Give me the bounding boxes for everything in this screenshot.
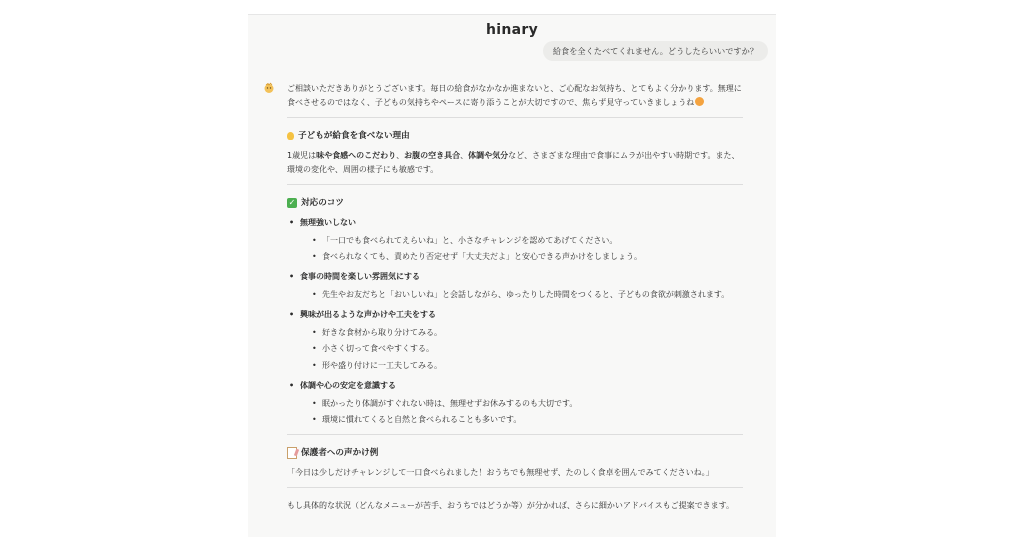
user-message-bubble: 給食を全くたべてくれません。どうしたらいいですか？ bbox=[543, 41, 768, 61]
memo-icon bbox=[287, 447, 297, 459]
list-item: • 体調や心の安定を意識する • 眠かったり体調がすぐれない時は、無理せずお休みするのも大切です。 • 環境に慣れてくると自然と食べられることも多いです。 bbox=[287, 379, 743, 427]
app-logo: hinary bbox=[485, 22, 538, 38]
list-item: • 食事の時間を楽しい雰囲気にする • 先生やお友だちと「おいしいね」と会話しながら、ゆったりした時間をつくると、子どもの食欲が刺激されます。 bbox=[287, 270, 743, 302]
smile-emoji-icon bbox=[695, 97, 704, 106]
section-heading-reasons: 子どもが給食を食べない理由 bbox=[287, 129, 743, 143]
list-item: • 「一口でも食べられてえらいね」と、小さなチャレンジを認めてあげてください。 bbox=[300, 234, 743, 248]
light-bulb-icon bbox=[287, 132, 294, 140]
check-mark-icon: ✓ bbox=[288, 198, 296, 207]
tips-list bbox=[287, 216, 743, 427]
section-heading-example: 保護者への声かけ例 bbox=[287, 446, 743, 460]
assistant-avatar-icon bbox=[263, 82, 275, 94]
list-item: • 環境に慣れてくると自然と食べられることも多いです。 bbox=[300, 413, 743, 427]
list-item: • 先生やお友だちと「おいしいね」と会話しながら、ゆったりした時間をつくると、子どもの食欲が刺激されます。 bbox=[300, 288, 743, 302]
reasons-paragraph: 1歳児は味や食感へのこだわり、お腹の空き具合、体調や気分など、さまざまな理由で食事にムラが出やすい時期です。また、環境の変化や、周囲の様子にも敏感です。 bbox=[287, 151, 740, 174]
example-paragraph: 「今日は少しだけチャレンジして一口食べられました！おうちでも無理せず、たのしく食卓を囲んでみてくださいね。」 bbox=[287, 467, 714, 477]
assistant-response bbox=[287, 82, 743, 513]
list-item: • 小さく切って食べやすくする。 bbox=[300, 342, 743, 356]
section-heading-tips: ✓ 対応のコツ bbox=[288, 198, 344, 208]
divider bbox=[287, 434, 743, 435]
list-item: • 好きな食材から取り分けてみる。 bbox=[300, 326, 743, 340]
list-item: • 形や盛り付けに一工夫してみる。 bbox=[300, 359, 743, 373]
chat-panel bbox=[248, 14, 776, 537]
list-item: • 食べられなくても、責めたり否定せず「大丈夫だよ」と安心できる声かけをしましょう。 bbox=[300, 250, 743, 264]
intro-paragraph: ご相談いただきありがとうございます。毎日の給食がなかなか進まないと、ご心配なお気持ち、とてもよく分かります。無理に食べさせるのではなく、子どもの気持ちやペースに寄り添うことが大切ですので、焦らず見守っていきましょうね bbox=[287, 84, 742, 107]
list-item: • 眠かったり体調がすぐれない時は、無理せずお休みするのも大切です。 bbox=[300, 397, 743, 411]
divider bbox=[287, 184, 743, 185]
list-item: • 無理強いしない • 「一口でも食べられてえらいね」と、小さなチャレンジを認めてあげてください。 • 食べられなくても、責めたり否定せず「大丈夫だよ」と安心できる声かけをしましょう。 bbox=[287, 216, 743, 264]
list-item: • 興味が出るような声かけや工夫をする • 好きな食材から取り分けてみる。 • 小さく切って食べやすくする。 • 形や盛り付けに一工夫してみる。 bbox=[287, 308, 743, 372]
divider bbox=[287, 117, 743, 118]
divider bbox=[287, 487, 743, 488]
closing-paragraph: もし具体的な状況（どんなメニューが苦手、おうちではどうか等）が分かれば、さらに細かいアドバイスもご提案できます。 bbox=[287, 500, 735, 510]
